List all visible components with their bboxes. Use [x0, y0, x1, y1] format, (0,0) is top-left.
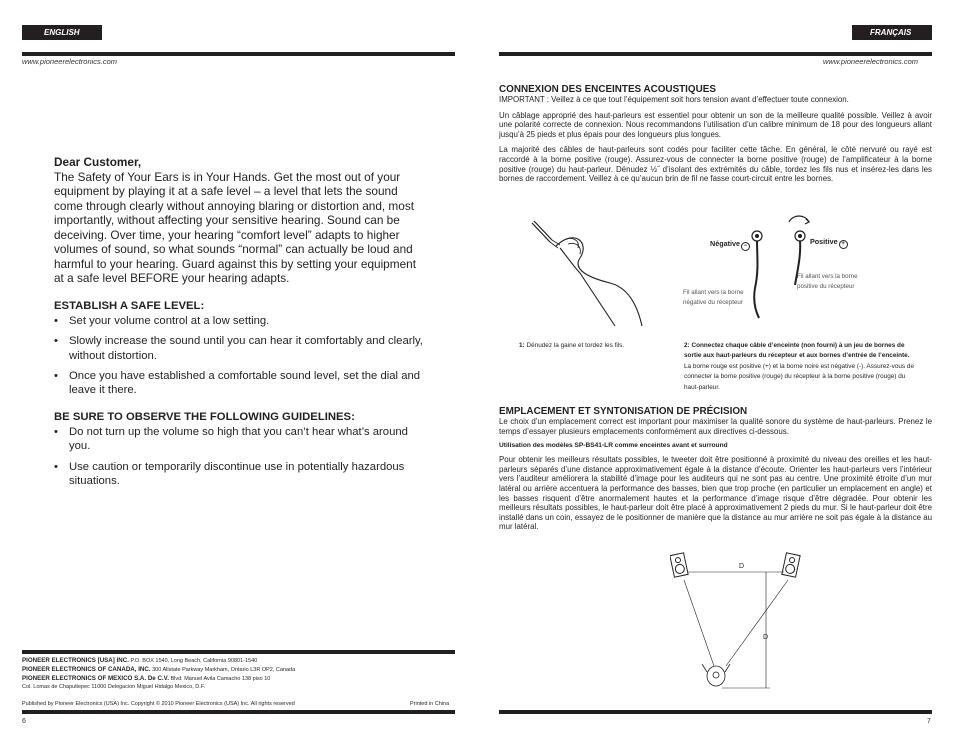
- safe-level-heading: ESTABLISH A SAFE LEVEL:: [54, 300, 205, 312]
- publisher-usa: [22, 657, 455, 665]
- intro-paragraph: The Safety of Your Ears is in Your Hands. Get the most out of your equipment by playing it at a safe level – a level that lets the sound come through clearly without annoying blaring or distortion and, most importantly, without affecting your sensitive hearing. Sound can be deceiving. Over time, your hearing “comfort level” adapts to higher volumes of sound, so what sounds “normal” can actually be loud and harmful to your hearing. Guard against this by setting your equipment at a safe level BEFORE your hearing adapts.: [54, 169, 416, 285]
- connection-paragraph-1: Un câblage approprié des haut-parleurs est essentiel pour obtenir un son de la meilleure qualité possible. Veillez à avoir une polarité correcte de connexion. Nous recommandons l’utilisation d’un calibre minimum de 18 pour des longueurs allant jusqu’à 25 pieds et plus épais pour des longueurs plus longues.: [499, 110, 932, 139]
- distance-label-side: D: [763, 634, 769, 641]
- step-1-caption: [519, 341, 624, 352]
- safe-bullet: • Slowly increase the sound until you can hear it comfortably and clearly, without distortion.: [54, 334, 426, 363]
- publisher-mexico-name: PIONEER ELECTRONICS OF MEXICO S.A. De C.V.: [22, 675, 169, 683]
- language-tab-french: [852, 25, 932, 40]
- printed-in: Printed in China: [410, 701, 450, 707]
- guideline-bullet: • Use caution or temporarily discontinue use in potentially hazardous situations.: [54, 460, 426, 489]
- positive-label-text: Positive: [810, 237, 838, 246]
- website-url: www.pioneerelectronics.com: [22, 57, 118, 66]
- negative-wire-caption: Fil allant vers la borne négative du récepteur: [683, 289, 744, 306]
- page-number-left: 6: [22, 718, 26, 725]
- distance-label-top: D: [739, 563, 745, 570]
- publisher-usa-address: P.O. BOX 1540, Long Beach, California 90801-1540: [130, 658, 258, 664]
- minus-icon: −: [741, 242, 750, 251]
- language-tab-english: [22, 25, 102, 40]
- copyright: Published by Pioneer Electronics (USA) Inc. Copyright © 2010 Pioneer Electronics (USA) Inc. All rights reserved: [22, 701, 295, 707]
- publisher-canada-name: PIONEER ELECTRONICS OF CANADA, INC.: [22, 666, 151, 674]
- placement-heading: EMPLACEMENT ET SYNTONISATION DE PRÉCISION: [499, 406, 748, 417]
- publisher-canada: [22, 666, 455, 674]
- step-1-text: Dénudez la gaine et tordez les fils.: [526, 342, 625, 349]
- positive-wire-caption: Fil allant vers la borne positive du récepteur: [797, 273, 858, 290]
- publisher-canada-address: 300 Allstate Parkway Markham, Ontario L3R OP2, Canada: [152, 667, 296, 674]
- website-url: www.pioneerelectronics.com: [823, 57, 919, 66]
- wire-stripping-illustration: [520, 218, 650, 328]
- left-speaker: [670, 553, 688, 577]
- guideline-bullet: • Do not turn up the volume so high that you can’t hear what’s around you.: [54, 425, 426, 454]
- step-1-number: 1:: [519, 342, 525, 349]
- safe-bullet: • Once you have established a comfortable sound level, set the dial and leave it there.: [54, 369, 426, 398]
- page-number-right: 7: [927, 718, 931, 725]
- placement-body: Pour obtenir les meilleurs résultats possibles, le tweeter doit être positionné à proximité du niveau des oreilles et les haut-parleurs séparés d’une distance approximativement égale à la distance d’écoute. Orienter les haut-parleurs vers l’intérieur vers l’auditeur améliorera la stabilité d’image pour les auditeurs qui ne sont pas au centre. Une proximité étroite d’un mur latéral ou arrière accentuera la performance des basses, bien que trop proche (en particulier un emplacement en angle) et les basses risquent d’être anormalement hautes et la performance d’image risque d’être dégradée. Pour obtenir les meilleurs résultats possibles, le haut-parleur doit être placé à approximativement 2 pieds du mur. Si le haut-parleur doit être installé dans un coin, essayez de le positionner de manière que la distance au mur arrière ne soit pas égale à la distance au mur latéral.: [499, 455, 932, 532]
- positive-terminal-label: [810, 237, 848, 249]
- plus-icon: +: [839, 240, 848, 249]
- language-tab-label: FRANÇAIS: [870, 28, 912, 37]
- speaker-placement-diagram: [670, 548, 815, 698]
- header-rule: [499, 52, 932, 56]
- guidelines-heading: BE SURE TO OBSERVE THE FOLLOWING GUIDELINES:: [54, 411, 355, 423]
- connection-section: [499, 84, 932, 184]
- connection-paragraph-2: La majorité des câbles de haut-parleurs sont codés pour faciliter cette tâche. En général, le côté nervuré ou rayé est raccordé à la borne positive (rouge). Assurez-vous de connecter la borne positive (rouge) de l’amplificateur à la borne positive (rouge) du haut-parleur. Dénudez ½˝ d’isolant des extrémités du câble, tordez les fils nus et insérez-les dans les bornes de raccordement. Veillez à ce qu’aucun brin de fil ne fasse court-circuit entre les bornes.: [499, 145, 932, 184]
- language-tab-label: ENGLISH: [44, 28, 80, 37]
- publisher-usa-name: PIONEER ELECTRONICS [USA] INC.: [22, 657, 129, 664]
- safe-bullet: • Set your volume control at a low setting.: [54, 314, 426, 328]
- step-2-text: La borne rouge est positive (+) et la borne noire est négative (-). Assurez-vous de connecter la borne positive (rouge) du récepteur à la borne positive (rouge) du haut-parleur.: [684, 362, 915, 391]
- greeting: Dear Customer,: [54, 155, 142, 169]
- placement-section: [499, 406, 932, 532]
- negative-label-text: Négative: [710, 239, 740, 248]
- guidelines-section: [54, 410, 426, 488]
- safe-level-section: [54, 299, 426, 397]
- safety-letter: [54, 155, 426, 286]
- publisher-mexico-address: Blvd. Manuel Avila Camacho 138 piso 10: [170, 676, 271, 683]
- negative-terminal-label: [710, 239, 750, 251]
- footer-rule-bottom: [22, 710, 455, 714]
- publisher-mexico-address-2: Col. Lomas de Chapultepec 11000 Delegacion Miguel Hidalgo Mexico, D.F.: [22, 684, 206, 691]
- placement-intro: Le choix d’un emplacement correct est important pour maximiser la qualité sonore du système de haut-parleurs. Prenez le temps d’essayer plusieurs emplacements conformément aux directives ci-dessous.: [499, 417, 932, 436]
- listener-icon: [702, 664, 730, 686]
- connection-heading: CONNEXION DES ENCEINTES ACOUSTIQUES: [499, 84, 716, 95]
- footer-rule: [22, 650, 455, 654]
- publisher-mexico: [22, 675, 455, 683]
- placement-subheading: Utilisation des modèles SP-BS41-LR comme enceintes avant et surround: [499, 442, 728, 450]
- connection-important: IMPORTANT : Veillez à ce que tout l’équipement soit hors tension avant d’effectuer toute connexion.: [499, 95, 849, 104]
- header-rule: [22, 52, 455, 56]
- right-speaker: [782, 553, 800, 577]
- publisher-info: [22, 657, 455, 691]
- footer-rule-bottom: [499, 710, 932, 714]
- step-2-instruction: 2: Connectez chaque câble d’enceinte (non fourni) à un jeu de bornes de sortie aux haut-parleurs du récepteur et aux bornes d’entrée de l’enceinte.: [684, 342, 910, 360]
- step-2-caption: [684, 341, 916, 393]
